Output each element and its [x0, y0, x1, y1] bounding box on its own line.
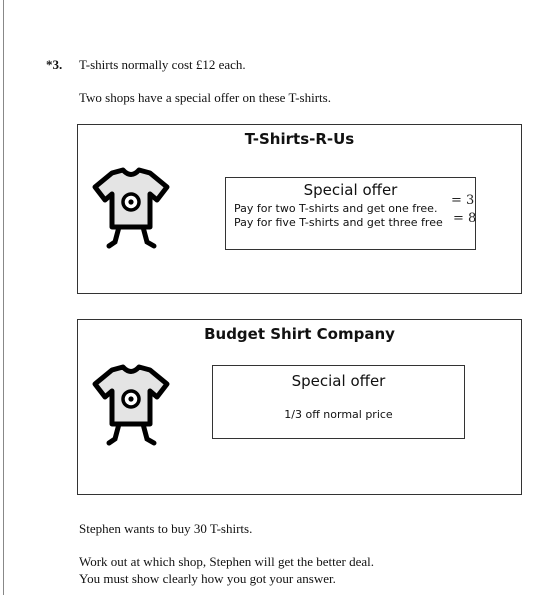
buy-text: Stephen wants to buy 30 T-shirts.: [79, 521, 253, 536]
shop-name: T-Shirts-R-Us: [244, 130, 355, 148]
special-offer-title: Special offer: [291, 372, 386, 390]
tshirt-icon: [90, 167, 172, 253]
offer-line-2: Pay for five T-shirts and get three free: [234, 216, 443, 229]
offer-line-1: 1/3 off normal price: [284, 408, 393, 421]
task-text-1: Work out at which shop, Stephen will get the better deal.: [79, 554, 374, 569]
question-number: *3.: [46, 57, 63, 72]
shop-box-budget-shirt-company: [77, 319, 522, 495]
offer-line-1: Pay for two T-shirts and get one free.: [234, 202, 438, 215]
page-margin-line: [3, 0, 4, 595]
shop-box-tshirts-r-us: [77, 124, 522, 294]
offer-intro-text: Two shops have a special offer on these T-shirts.: [79, 90, 331, 105]
special-offer-box: [225, 177, 476, 250]
task-text-2: You must show clearly how you got your answer.: [79, 571, 336, 586]
shop-name: Budget Shirt Company: [204, 325, 395, 343]
handwritten-note-1: = 3: [451, 193, 475, 208]
special-offer-title: Special offer: [303, 181, 398, 199]
special-offer-box: [212, 365, 465, 439]
tshirt-icon: [90, 364, 172, 450]
handwritten-note-2: = 8: [453, 211, 477, 226]
intro-text: T-shirts normally cost £12 each.: [79, 57, 246, 72]
